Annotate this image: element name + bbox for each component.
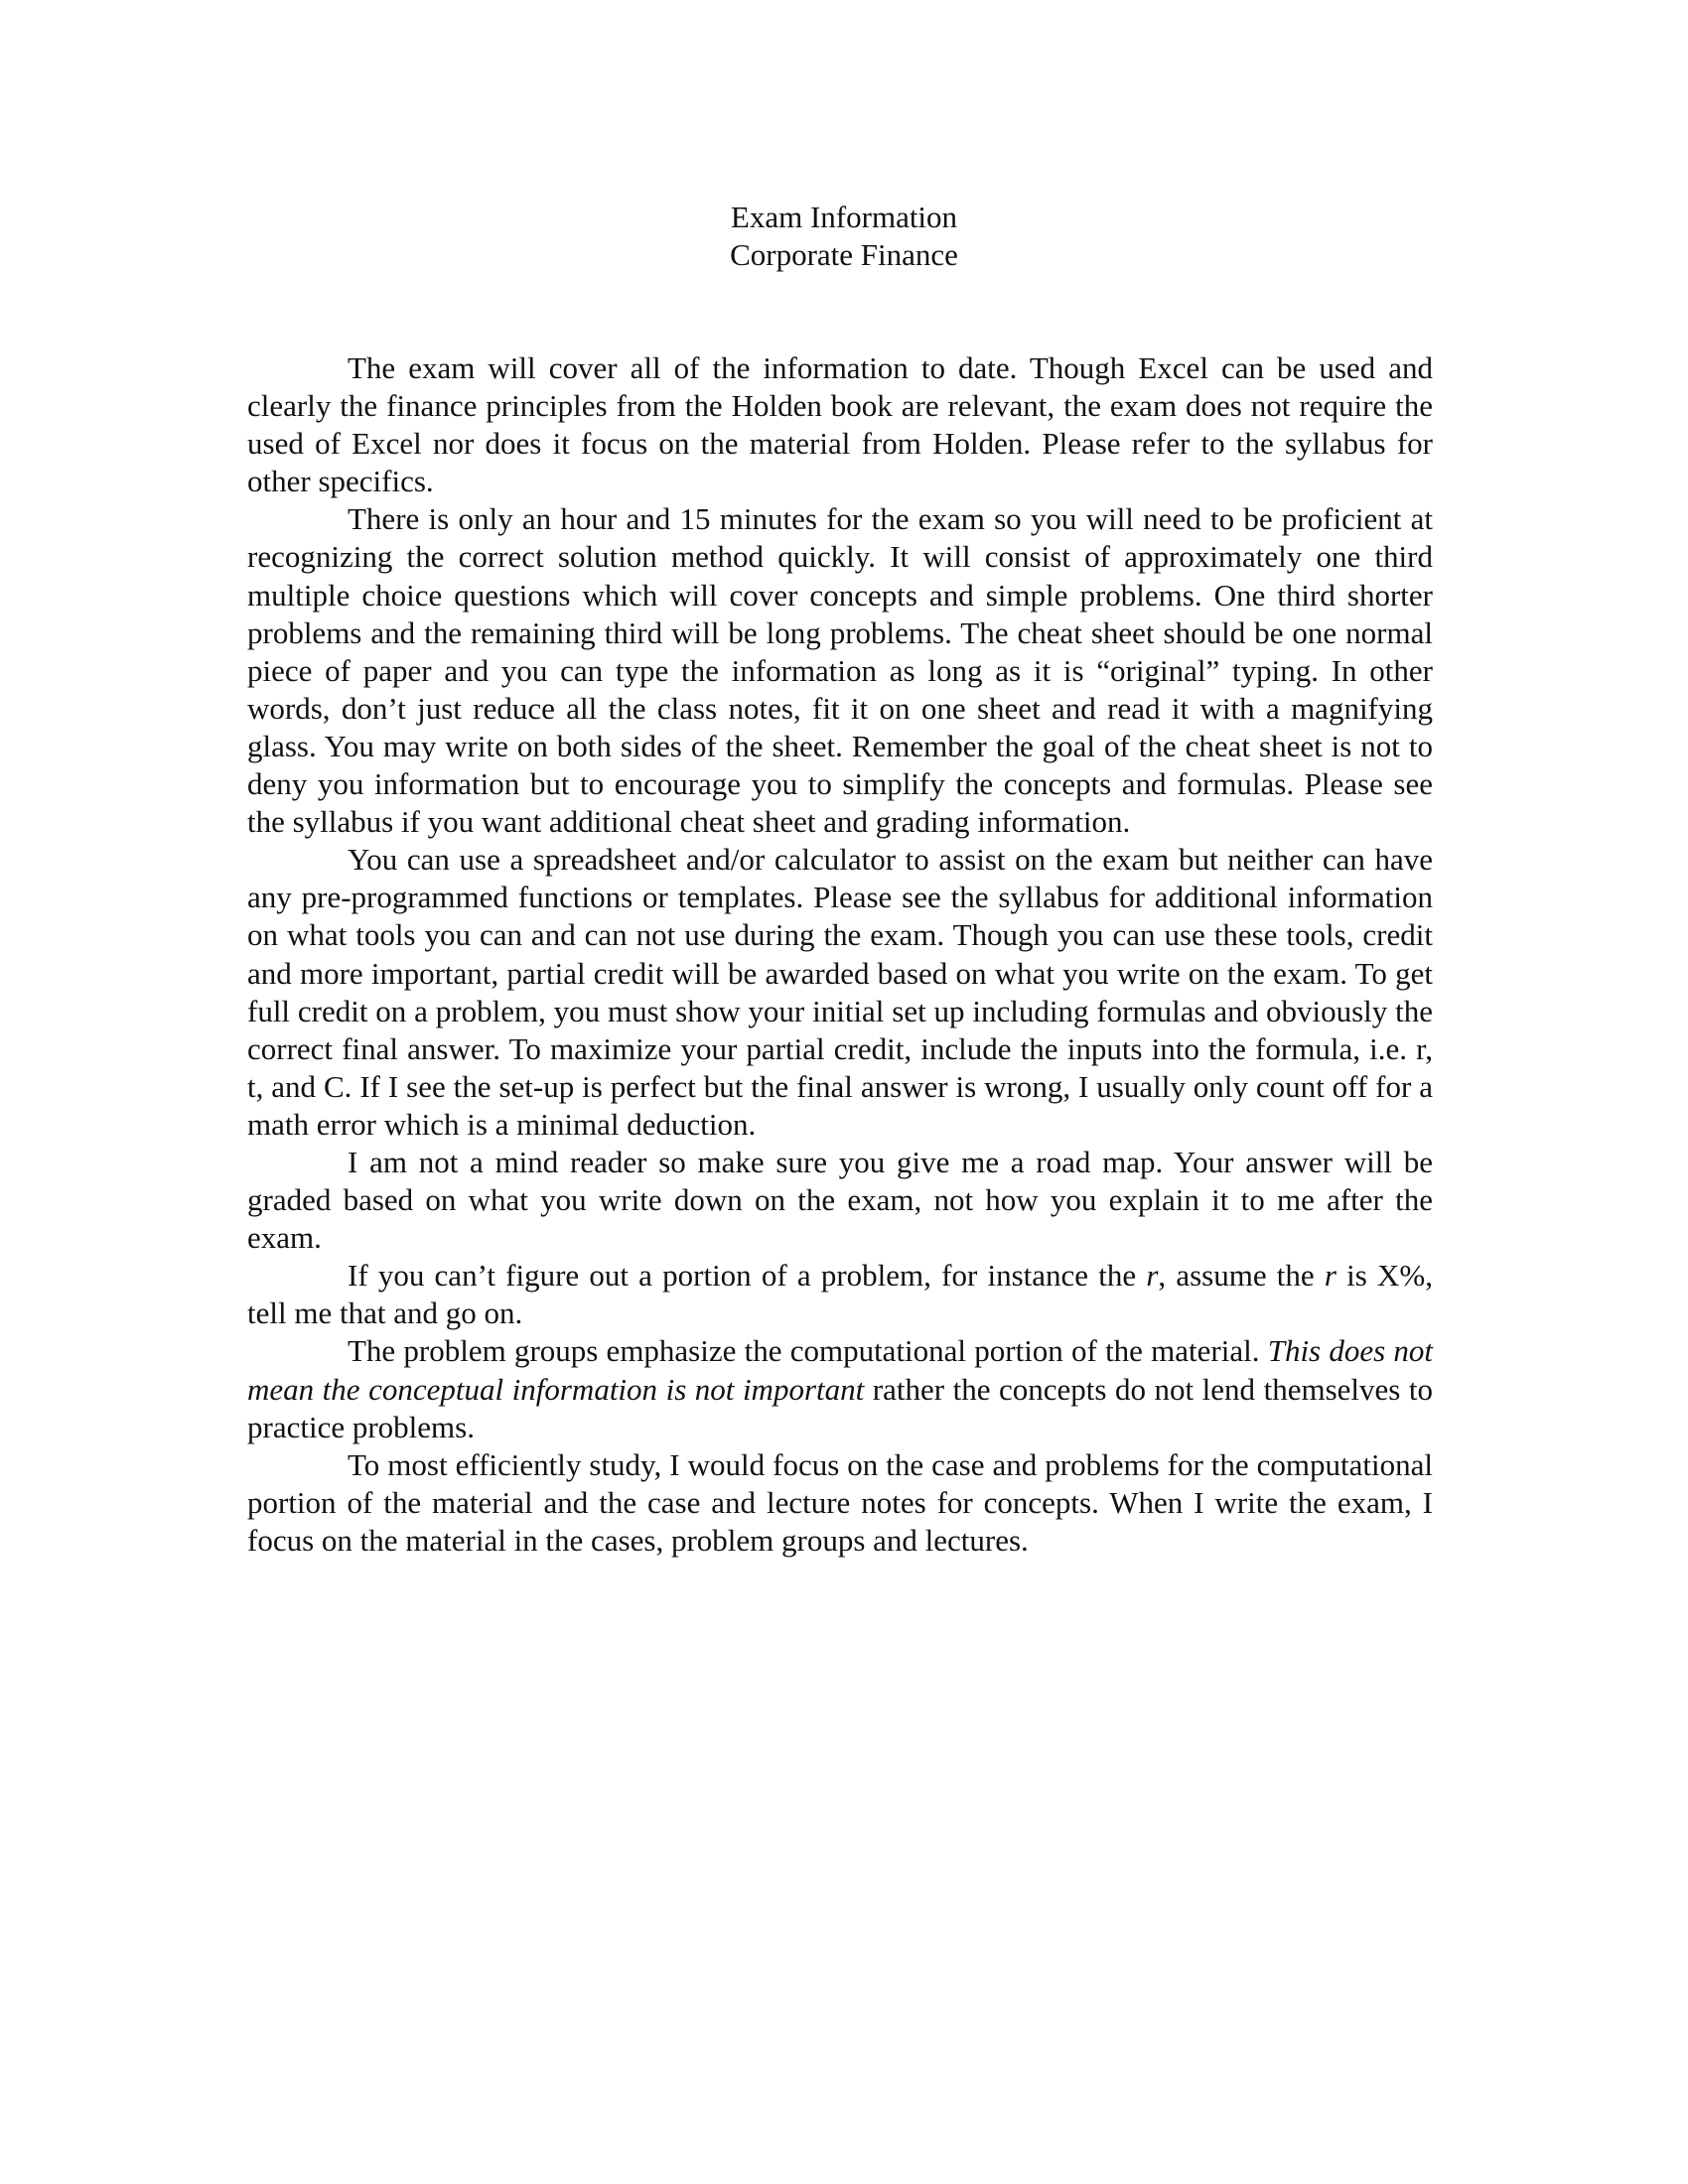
paragraph-problem-groups-text-2: rather the concepts do not lend themselves to practice problems. <box>247 1371 1433 1444</box>
paragraph-assumptions-text-2: , assume the <box>1158 1258 1325 1294</box>
paragraph-road-map: I am not a mind reader so make sure you give me a road map. Your answer will be graded based on what you write down on the exam, not how you explain it to me after the exam. <box>247 1144 1433 1256</box>
variable-r: r <box>1324 1258 1336 1294</box>
document-subtitle: Corporate Finance <box>730 237 958 272</box>
paragraph-assumptions-text-3: is X%, tell me that and go on. <box>247 1258 1433 1331</box>
document-body <box>247 349 1433 1560</box>
paragraph-problem-groups-text-1: The problem groups emphasize the computational portion of the material. <box>348 1333 1268 1369</box>
paragraph-assumptions-text-1: If you can’t figure out a portion of a problem, for instance the <box>348 1258 1147 1294</box>
variable-r: r <box>1146 1258 1159 1294</box>
paragraph-assumptions <box>247 1257 1433 1332</box>
paragraph-study-advice: To most efficiently study, I would focus on the case and problems for the computational portion of the material and the case and lecture notes for concepts. When I write the exam, I focus on the material in the cases, problem groups and lectures. <box>247 1446 1433 1558</box>
paragraph-exam-format: There is only an hour and 15 minutes for the exam so you will need to be proficient at recognizing the correct solution method quickly. It will consist of approximately one third multiple choice questions which will cover concepts and simple problems. One third shorter problems and the remaining third will be long problems. The cheat sheet should be one normal piece of paper and you can type the information as long as it is “original” typing. In other words, don’t just reduce all the class notes, fit it on one sheet and read it with a magnifying glass. You may write on both sides of the sheet. Remember the goal of the cheat sheet is not to deny you information but to encourage you to simplify the concepts and formulas. Please see the syllabus if you want additional cheat sheet and grading information. <box>247 501 1433 840</box>
document-title: Exam Information <box>730 200 958 234</box>
paragraph-tools-and-credit: You can use a spreadsheet and/or calculator to assist on the exam but neither can have any pre-programmed functions or templates. Please see the syllabus for additional information on what tools you can and can not use during the exam. Though you can use these tools, credit and more important, partial credit will be awarded based on what you write on the exam. To get full credit on a problem, you must show your initial set up including formulas and obviously the correct final answer. To maximize your partial credit, include the inputs into the formula, i.e. r, t, and C. If I see the set-up is perfect but the final answer is wrong, I usually only count off for a math error which is a minimal deduction. <box>247 842 1433 1142</box>
emphasis-text: This does not mean the conceptual information is not important <box>247 1333 1433 1407</box>
document-header <box>0 199 1688 274</box>
paragraph-exam-coverage: The exam will cover all of the information to date. Though Excel can be used and clearly the finance principles from the Holden book are relevant, the exam does not require the used of Excel nor does it focus on the material from Holden. Please refer to the syllabus for other specifics. <box>247 350 1433 499</box>
paragraph-problem-groups <box>247 1332 1433 1445</box>
